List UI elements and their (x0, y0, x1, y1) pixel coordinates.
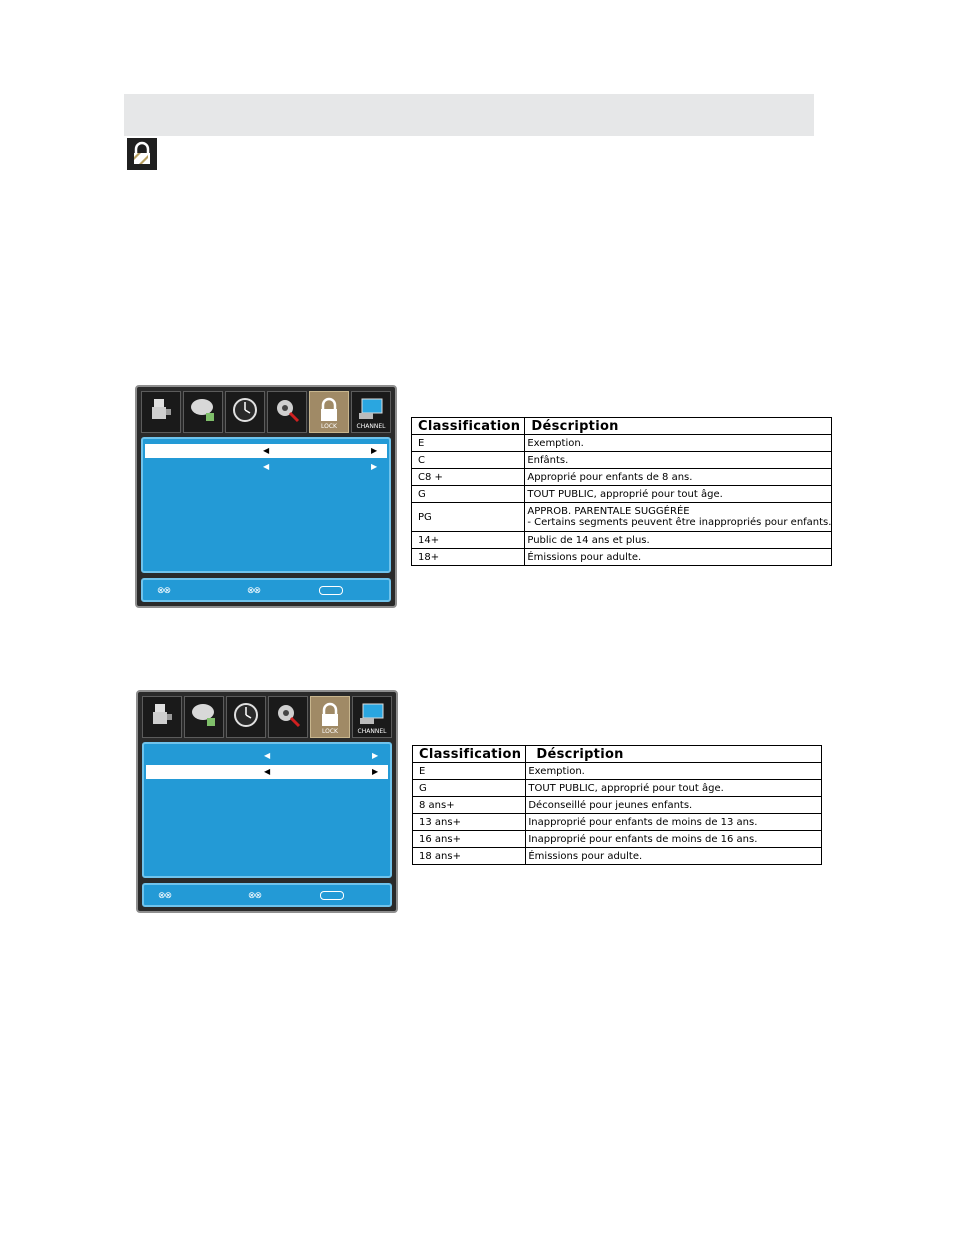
rating-code: 18+ (412, 549, 525, 566)
rating-code: 13 ans+ (413, 814, 526, 831)
tab-picture[interactable] (141, 391, 181, 433)
gear-icon (272, 395, 302, 425)
table-row (413, 780, 822, 797)
rating-code: C8 + (412, 469, 525, 486)
tab-channel-label: CHANNEL (356, 423, 386, 430)
tab-channel-label: CHANNEL (357, 728, 387, 735)
rating-description: Public de 14 ans et plus. (525, 532, 832, 549)
table-row (412, 435, 832, 452)
tab-sound[interactable] (183, 391, 223, 433)
rating-description: Exemption. (526, 763, 822, 780)
tab-lock-label: LOCK (321, 423, 337, 430)
speaker-bubble-icon (188, 395, 218, 425)
right-arrow-icon[interactable]: ▶ (371, 446, 378, 455)
tab-setup[interactable] (268, 696, 308, 738)
menu-footer (142, 883, 392, 907)
tab-lock-label: LOCK (322, 728, 338, 735)
tv-lock-menu-2 (136, 690, 398, 913)
menu-options-panel (142, 742, 392, 878)
rating-description: Déconseillé pour jeunes enfants. (526, 797, 822, 814)
menu-tab-bar (141, 391, 391, 433)
header-classification: Classification (413, 746, 526, 763)
rating-description-line1: APPROB. PARENTALE SUGGÉRÉE (527, 506, 690, 517)
tab-setup[interactable] (267, 391, 307, 433)
table-row (412, 486, 832, 503)
rating-description (525, 503, 832, 532)
rating-code: E (413, 763, 526, 780)
monitor-icon (357, 700, 387, 730)
rating-description: Exemption. (525, 435, 832, 452)
lock-section-icon (127, 138, 157, 170)
camera-icon (148, 700, 176, 730)
menu-button-hint (319, 586, 343, 595)
speaker-bubble-icon (189, 700, 219, 730)
rating-code: 18 ans+ (413, 848, 526, 865)
menu-button-hint (320, 891, 344, 900)
table-row (413, 814, 822, 831)
clock-icon (231, 700, 261, 730)
table-row (412, 532, 832, 549)
nav-hint-adjust: ⊗⊗ (247, 585, 261, 595)
rating-table-canada-french (412, 745, 822, 865)
rating-code: PG (412, 503, 525, 532)
nav-hint-adjust: ⊗⊗ (248, 890, 262, 900)
header-classification: Classification (412, 418, 525, 435)
rating-code: C (412, 452, 525, 469)
tab-lock[interactable] (309, 391, 349, 433)
rating-code: 14+ (412, 532, 525, 549)
rating-code: 16 ans+ (413, 831, 526, 848)
rating-description: Émissions pour adulte. (525, 549, 832, 566)
table-row (413, 797, 822, 814)
rating-description: Enfânts. (525, 452, 832, 469)
padlock-icon (315, 700, 345, 730)
left-arrow-icon[interactable]: ◀ (264, 767, 271, 776)
menu-row[interactable] (146, 749, 388, 763)
table-row (412, 452, 832, 469)
rating-description: Inapproprié pour enfants de moins de 13 ans. (526, 814, 822, 831)
menu-row-selected[interactable] (145, 444, 387, 458)
menu-row[interactable] (145, 460, 387, 474)
menu-options-panel (141, 437, 391, 573)
tab-time[interactable] (225, 391, 265, 433)
tab-lock[interactable] (310, 696, 350, 738)
table-header-row (413, 746, 822, 763)
left-arrow-icon[interactable]: ◀ (263, 446, 270, 455)
table-row (413, 848, 822, 865)
rating-description-line2: - Certains segments peuvent être inappropriés pour enfants. (527, 517, 832, 528)
nav-hint-move: ⊗⊗ (157, 585, 171, 595)
tab-picture[interactable] (142, 696, 182, 738)
table-row (412, 469, 832, 486)
monitor-icon (356, 395, 386, 425)
table-header-row (412, 418, 832, 435)
header-description: Déscription (525, 418, 832, 435)
tab-sound[interactable] (184, 696, 224, 738)
camera-icon (147, 395, 175, 425)
rating-code: G (412, 486, 525, 503)
rating-description: Émissions pour adulte. (526, 848, 822, 865)
rating-description: Approprié pour enfants de 8 ans. (525, 469, 832, 486)
rating-description: TOUT PUBLIC, approprié pour tout âge. (526, 780, 822, 797)
nav-hint-move: ⊗⊗ (158, 890, 172, 900)
rating-code: 8 ans+ (413, 797, 526, 814)
table-row (413, 763, 822, 780)
rating-code: G (413, 780, 526, 797)
tab-channel[interactable] (352, 696, 392, 738)
menu-row-selected[interactable] (146, 765, 388, 779)
rating-description: TOUT PUBLIC, approprié pour tout âge. (525, 486, 832, 503)
right-arrow-icon[interactable]: ▶ (371, 462, 378, 471)
clock-icon (230, 395, 260, 425)
menu-footer (141, 578, 391, 602)
left-arrow-icon[interactable]: ◀ (263, 462, 270, 471)
table-row (412, 503, 832, 532)
right-arrow-icon[interactable]: ▶ (372, 767, 379, 776)
left-arrow-icon[interactable]: ◀ (264, 751, 271, 760)
tab-time[interactable] (226, 696, 266, 738)
tv-lock-menu-1 (135, 385, 397, 608)
rating-table-canada-english (411, 417, 832, 566)
right-arrow-icon[interactable]: ▶ (372, 751, 379, 760)
rating-description: Inapproprié pour enfants de moins de 16 ans. (526, 831, 822, 848)
padlock-icon (314, 395, 344, 425)
section-header-bar (124, 94, 814, 136)
table-row (412, 549, 832, 566)
header-description: Déscription (526, 746, 822, 763)
gear-icon (273, 700, 303, 730)
menu-tab-bar (142, 696, 392, 738)
tab-channel[interactable] (351, 391, 391, 433)
rating-code: E (412, 435, 525, 452)
table-row (413, 831, 822, 848)
